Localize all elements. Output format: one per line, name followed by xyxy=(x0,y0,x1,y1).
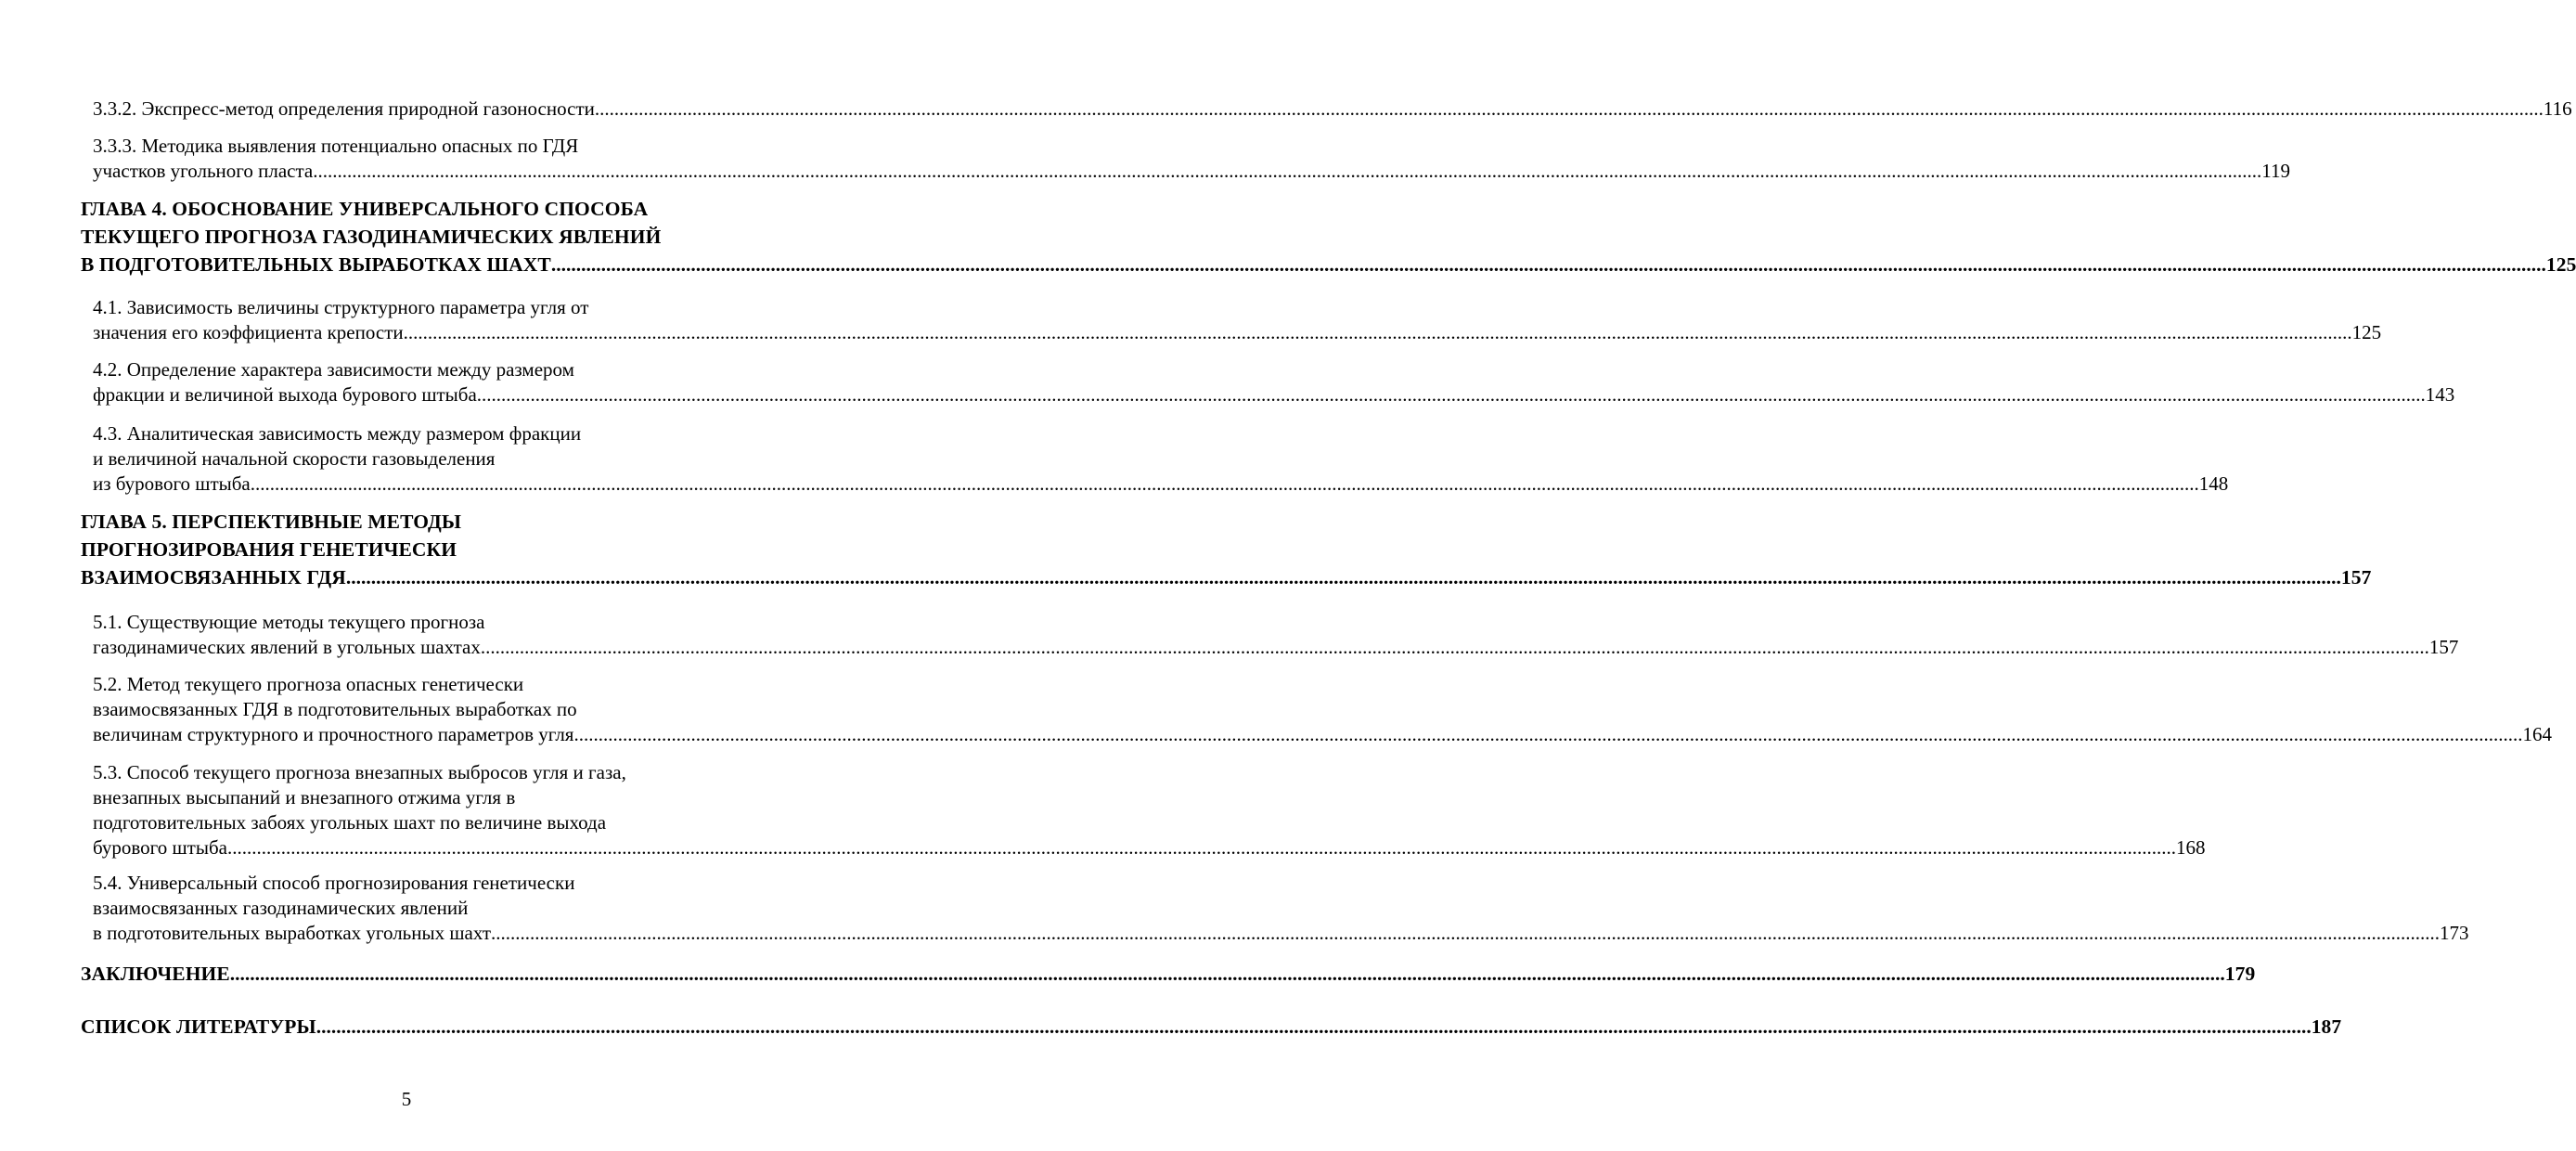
toc-entry-title: взаимосвязанных газодинамических явлений xyxy=(93,897,469,919)
toc-page-number: 187 xyxy=(2311,1015,2342,1038)
toc-entry-title: 5.4. Универсальный способ прогнозирования генетически xyxy=(93,872,575,894)
toc-entry-line xyxy=(93,921,2469,946)
toc-entry-title: ГЛАВА 4. ОБОСНОВАНИЕ УНИВЕРСАЛЬНОГО СПОСОБА xyxy=(81,198,649,220)
toc-entry-title: 4.1. Зависимость величины структурного параметра угля от xyxy=(93,296,589,318)
toc-entry-line xyxy=(81,195,648,223)
toc-dot-leader: ................................................................................................................................................................................................................................................................................................................................................................................................................ xyxy=(345,566,2341,588)
toc-entry-title: и величиной начальной скорости газовыделения xyxy=(93,447,496,470)
toc-entry-line xyxy=(81,960,2256,988)
toc-dot-leader: ................................................................................................................................................................................................................................................................................................................................................................................................................ xyxy=(313,160,2262,182)
toc-entry-title: 5.2. Метод текущего прогноза опасных генетически xyxy=(93,673,524,695)
toc-dot-leader: ................................................................................................................................................................................................................................................................................................................................................................................................................ xyxy=(226,836,2176,859)
toc-page-number: 148 xyxy=(2198,472,2229,495)
toc-page-number: 143 xyxy=(2425,383,2455,406)
toc-entry-line xyxy=(93,320,2382,345)
toc-entry-line xyxy=(93,697,577,722)
toc-entry-title: 5.3. Способ текущего прогноза внезапных выбросов угля и газа, xyxy=(93,761,626,783)
toc-entry-title: ТЕКУЩЕГО ПРОГНОЗА ГАЗОДИНАМИЧЕСКИХ ЯВЛЕНИЙ xyxy=(81,226,662,248)
toc-entry-line xyxy=(93,97,2572,122)
toc-dot-leader: ................................................................................................................................................................................................................................................................................................................................................................................................................ xyxy=(550,253,2546,276)
toc-entry-line xyxy=(93,672,523,697)
toc-entry-title: ГЛАВА 5. ПЕРСПЕКТИВНЫЕ МЕТОДЫ xyxy=(81,511,462,533)
toc-entry-title: взаимосвязанных ГДЯ в подготовительных выработках по xyxy=(93,698,577,720)
toc-entry-title: 4.3. Аналитическая зависимость между размером фракции xyxy=(93,422,582,445)
toc-entry-line xyxy=(93,785,515,810)
toc-entry-line xyxy=(93,610,485,635)
toc-page-number: 157 xyxy=(2428,636,2459,658)
toc-entry-title: подготовительных забоях угольных шахт по величине выхода xyxy=(93,811,607,834)
toc-entry-line xyxy=(93,446,495,472)
toc-entry-title: величинам структурного и прочностного параметров угля xyxy=(93,723,574,745)
toc-dot-leader: ................................................................................................................................................................................................................................................................................................................................................................................................................ xyxy=(573,723,2523,745)
toc-entry-line xyxy=(81,223,661,251)
toc-page-number: 168 xyxy=(2175,836,2206,859)
toc-entry-title: ПРОГНОЗИРОВАНИЯ ГЕНЕТИЧЕСКИ xyxy=(81,538,457,561)
toc-entry-line xyxy=(93,421,581,446)
toc-entry-title: 5.1. Существующие методы текущего прогноза xyxy=(93,611,485,633)
toc-entry-title: 3.3.3. Методика выявления потенциально опасных по ГДЯ xyxy=(93,135,579,157)
toc-page-number: 116 xyxy=(2543,97,2572,120)
toc-entry-title: значения его коэффициента крепости xyxy=(93,321,404,343)
toc-entry-line xyxy=(81,536,457,563)
toc-entry-line xyxy=(81,1013,2342,1041)
toc-entry-line xyxy=(93,357,574,382)
toc-entry-line xyxy=(93,835,2206,860)
toc-entry-line xyxy=(93,159,2290,184)
toc-page-number: 119 xyxy=(2261,160,2290,182)
toc-entry-line xyxy=(93,722,2552,747)
toc-entry-title: внезапных высыпаний и внезапного отжима угля в xyxy=(93,786,516,808)
toc-entry-title: СПИСОК ЛИТЕРАТУРЫ xyxy=(81,1015,316,1038)
toc-page-number: 157 xyxy=(2340,566,2372,588)
toc-entry-title: бурового штыба xyxy=(93,836,227,859)
toc-page-number: 179 xyxy=(2224,963,2256,985)
page-number: 5 xyxy=(401,1088,412,1110)
toc-entry-title: 3.3.2. Экспресс-метод определения природной газоносности xyxy=(93,97,595,120)
toc-page-number: 173 xyxy=(2440,922,2469,944)
toc-entry-line xyxy=(93,382,2455,407)
toc-dot-leader: ................................................................................................................................................................................................................................................................................................................................................................................................................ xyxy=(491,922,2441,944)
toc-entry-line xyxy=(93,635,2459,660)
toc-entry-title: В ПОДГОТОВИТЕЛЬНЫХ ВЫРАБОТКАХ ШАХТ xyxy=(81,253,551,276)
toc-entry-title: ЗАКЛЮЧЕНИЕ xyxy=(81,963,230,985)
toc-entry-line xyxy=(81,508,461,536)
toc-dot-leader: ................................................................................................................................................................................................................................................................................................................................................................................................................ xyxy=(594,97,2544,120)
toc-entry-title: 4.2. Определение характера зависимости между размером xyxy=(93,358,574,381)
toc-entry-title: газодинамических явлений в угольных шахтах xyxy=(93,636,481,658)
toc-dot-leader: ................................................................................................................................................................................................................................................................................................................................................................................................................ xyxy=(476,383,2426,406)
toc-entry-line xyxy=(93,472,2229,497)
toc-dot-leader: ................................................................................................................................................................................................................................................................................................................................................................................................................ xyxy=(403,321,2352,343)
toc-entry-title: в подготовительных выработках угольных шахт xyxy=(93,922,492,944)
toc-dot-leader: ................................................................................................................................................................................................................................................................................................................................................................................................................ xyxy=(316,1015,2312,1038)
toc-entry-line xyxy=(93,760,626,785)
toc-entry-line xyxy=(81,251,2576,278)
toc-entry-line xyxy=(93,896,468,921)
toc-page-number: 125 xyxy=(2351,321,2382,343)
toc-page-number: 164 xyxy=(2522,723,2552,745)
toc-entry-title: фракции и величиной выхода бурового штыба xyxy=(93,383,477,406)
toc-entry-line xyxy=(81,563,2372,591)
toc-dot-leader: ................................................................................................................................................................................................................................................................................................................................................................................................................ xyxy=(480,636,2429,658)
toc-entry-line xyxy=(93,134,578,159)
toc-dot-leader: ................................................................................................................................................................................................................................................................................................................................................................................................................ xyxy=(250,472,2199,495)
toc-entry-title: ВЗАИМОСВЯЗАННЫХ ГДЯ xyxy=(81,566,346,588)
toc-entry-line xyxy=(93,295,588,320)
toc-entry-line xyxy=(93,810,606,835)
toc-entry-line xyxy=(93,871,574,896)
toc-page-number: 125 xyxy=(2545,253,2576,276)
toc-entry-title: из бурового штыба xyxy=(93,472,251,495)
toc-entry-title: участков угольного пласта xyxy=(93,160,314,182)
toc-dot-leader: ................................................................................................................................................................................................................................................................................................................................................................................................................ xyxy=(229,963,2225,985)
